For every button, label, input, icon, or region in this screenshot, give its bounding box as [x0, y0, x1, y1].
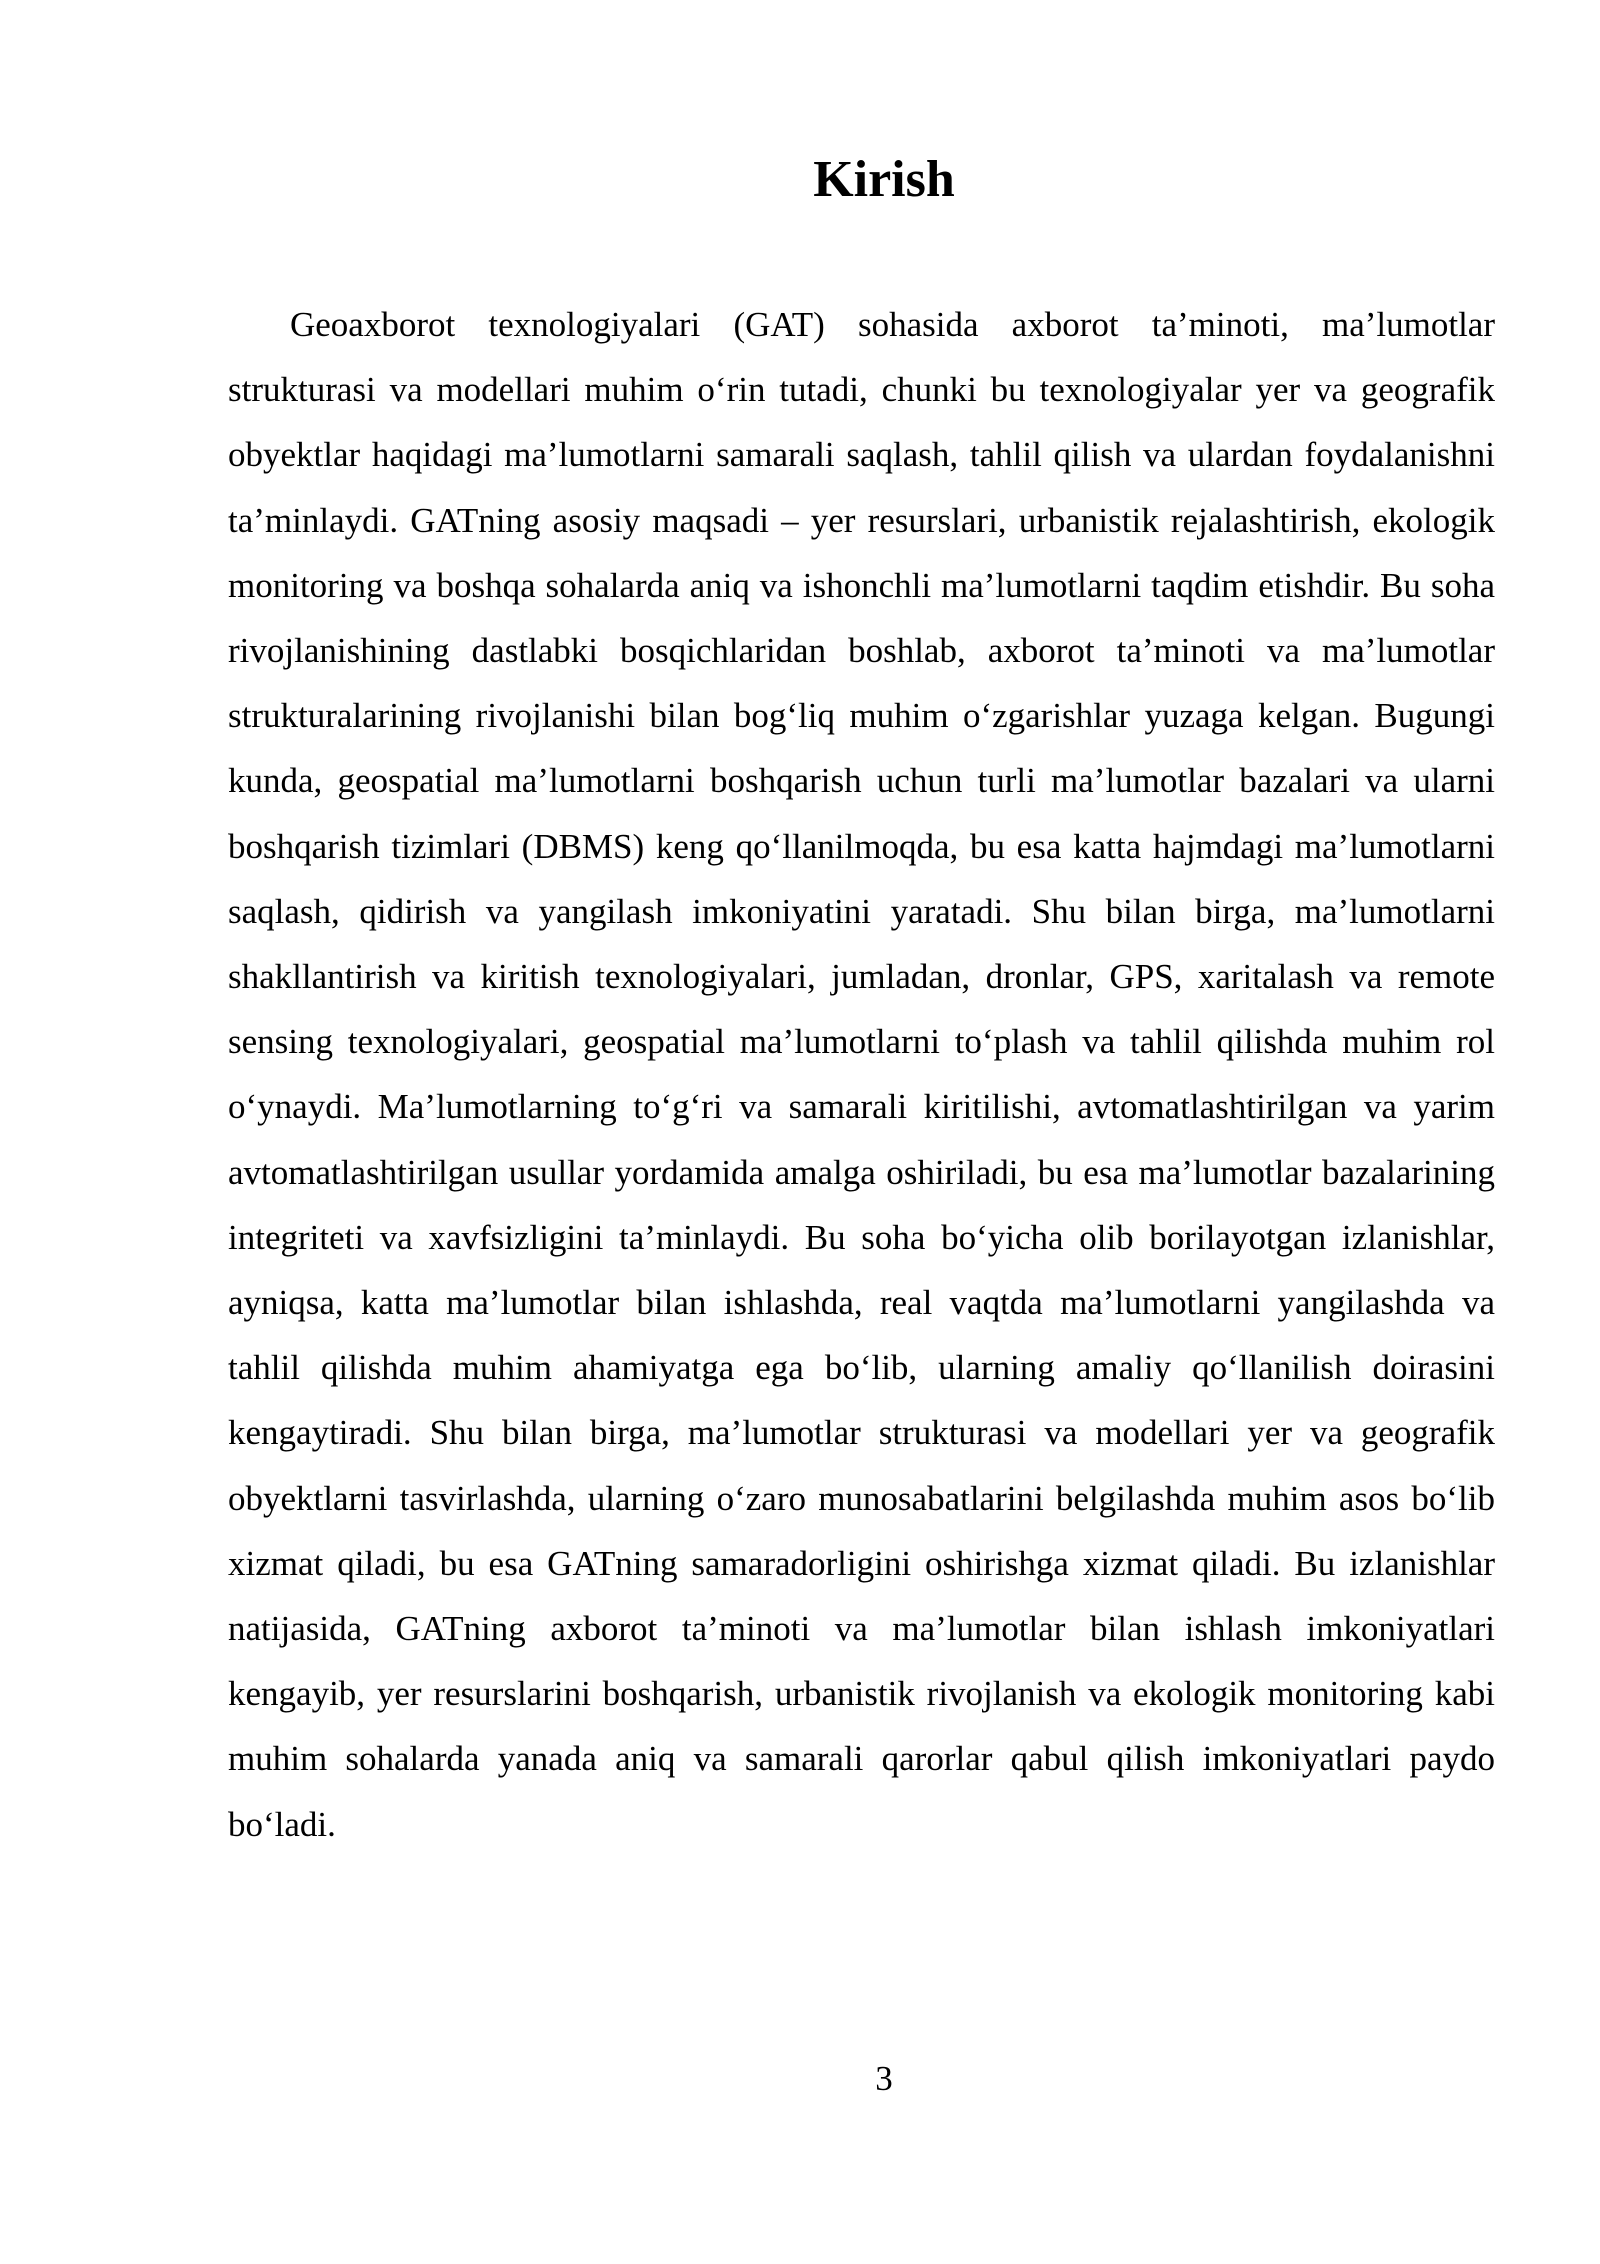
page-title: Kirish — [813, 151, 955, 208]
body-paragraph: Geoaxborot texnologiyalari (GAT) sohasida axborot ta’minoti, ma’lumotlar strukturasi va modellari muhim o‘rin tutadi, chunki bu texnologiyalar yer va geografik obyektlar haqidagi ma’lumotlarni samarali saqlash, tahlil qilish va ulardan foydalanishni ta’minlaydi. GATning asosiy maqsadi – yer resurslari, urbanistik rejalashtirish, ekologik monitoring va boshqa sohalarda aniq va ishonchli ma’lumotlarni taqdim etishdir. Bu soha rivojlanishining dastlabki bosqichlaridan boshlab, axborot ta’minoti va ma’lumotlar strukturalarining rivojlanishi bilan bog‘liq muhim o‘zgarishlar yuzaga kelgan. Bugungi kunda, geospatial ma’lumotlarni boshqarish uchun turli ma’lumotlar bazalari va ularni boshqarish tizimlari (DBMS) keng qo‘llanilmoqda, bu esa katta hajmdagi ma’lumotlarni saqlash, qidirish va yangilash imkoniyatini yaratadi. Shu bilan birga, ma’lumotlarni shakllantirish va kiritish texnologiyalari, jumladan, dronlar, GPS, xaritalash va remote sensing texnologiyalari, geospatial ma’lumotlarni to‘plash va tahlil qilishda muhim rol o‘ynaydi. Ma’lumotlarning to‘g‘ri va samarali kiritilishi, avtomatlashtirilgan va yarim avtomatlashtirilgan usullar yordamida amalga oshiriladi, bu esa ma’lumotlar bazalarining integriteti va xavfsizligini ta’minlaydi. Bu soha bo‘yicha olib borilayotgan izlanishlar, ayniqsa, katta ma’lumotlar bilan ishlashda, real vaqtda ma’lumotlarni yangilashda va tahlil qilishda muhim ahamiyatga ega bo‘lib, ularning amaliy qo‘llanilish doirasini kengaytiradi. Shu bilan birga, ma’lumotlar strukturasi va modellari yer va geografik obyektlarni tasvirlashda, ularning o‘zaro munosabatlarini belgilashda muhim asos bo‘lib xizmat qiladi, bu esa GATning samaradorligini oshirishga xizmat qiladi. Bu izlanishlar natijasida, GATning axborot ta’minoti va ma’lumotlar bilan ishlash imkoniyatlari kengayib, yer resurslarini boshqarish, urbanistik rivojlanish va ekologik monitoring kabi muhim sohalarda yanada aniq va samarali qarorlar qabul qilish imkoniyatlari paydo bo‘ladi. — [228, 305, 1495, 1844]
page-number: 3 — [875, 2059, 893, 2098]
